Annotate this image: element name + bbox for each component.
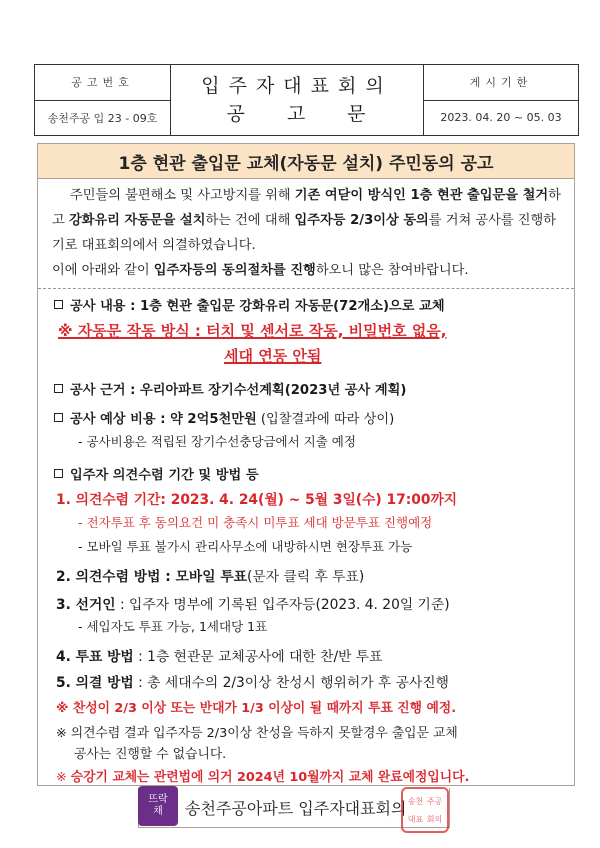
header-title-line2: 공고문 xyxy=(226,103,408,125)
square-bullet-icon xyxy=(54,384,63,393)
auto-door-note-line1: ※ 자동문 작동 방식 : 터치 및 센서로 작동, 비밀번호 없음, xyxy=(58,322,447,340)
footer-org: 송천주공아파트 입주자대표회의 xyxy=(185,799,407,818)
step-5 xyxy=(56,671,449,691)
intro-text-run: 를 거쳐 공사를 진행하기로 대표회의에서 의결하였습니다. xyxy=(52,213,557,253)
intro-text xyxy=(52,183,562,283)
intro-text-run: 이에 아래와 같이 xyxy=(52,263,154,278)
step-3-sub: - 세입자도 투표 가능, 1세대당 1표 xyxy=(78,619,268,634)
cost-sub-note: - 공사비용은 적립된 장기수선충당금에서 지출 예정 xyxy=(78,434,356,449)
header-title-line1: 입주자대표회의 xyxy=(201,75,393,97)
apartment-logo xyxy=(138,786,178,826)
page-title: 1층 현관 출입문 교체(자동문 설치) 주민동의 공고 xyxy=(37,143,575,179)
note-1: ※ 찬성이 2/3 이상 또는 반대가 1/3 이상이 될 때까지 투표 진행 예정. xyxy=(56,701,457,716)
step-4-label: 4. 투표 방법 xyxy=(56,649,134,665)
intro-paragraph-1 xyxy=(52,183,562,258)
auto-door-note-line2: 세대 연동 안됨 xyxy=(224,347,322,365)
period-label: 게시기한 xyxy=(424,65,578,101)
step-1-sub-a: - 전자투표 후 동의요건 미 충족시 미투표 세대 방문투표 진행예정 xyxy=(78,515,433,530)
note-2-line2: 공사는 진행할 수 없습니다. xyxy=(74,747,227,762)
step-2 xyxy=(56,565,364,585)
intro-text-run: 하고 xyxy=(52,188,561,228)
intro-text-run: 하는 건에 대해 xyxy=(205,213,295,228)
square-bullet-icon xyxy=(54,413,63,422)
note-2-line1: ※ 의견수렴 결과 입주자등 2/3이상 찬성을 득하지 못할경우 출입문 교체 xyxy=(56,726,458,741)
seal-text: 송천 xyxy=(407,796,424,806)
header-title xyxy=(171,65,423,135)
intro-bold-run: 입주자등 2/3이상 동의 xyxy=(294,213,429,228)
intro-text-run: 하오니 많은 참여바랍니다. xyxy=(315,263,469,278)
section-divider xyxy=(38,288,574,289)
notice-header xyxy=(34,64,579,136)
opinion-heading xyxy=(54,464,259,483)
step-2-label: 2. 의견수렴 방법 : 모바일 투표 xyxy=(56,569,247,585)
seal-text: 회의 xyxy=(426,814,443,824)
intro-bold-run: 입주자등의 동의절차를 진행 xyxy=(153,263,316,278)
intro-paragraph-2 xyxy=(52,258,562,283)
intro-bold-run: 기존 여닫이 방식인 1층 현관 출입문을 철거 xyxy=(294,188,549,203)
cost-item xyxy=(54,408,394,427)
intro-text-run: 주민들의 불편해소 및 사고방지를 위해 xyxy=(70,188,295,203)
basis-item xyxy=(54,379,406,398)
step-4-text: : 1층 현관문 교체공사에 대한 찬/반 투표 xyxy=(133,649,383,665)
note-3-text: 승강기 교체는 관련법에 의거 2024년 10월까지 교체 완료예정입니다. xyxy=(70,770,470,785)
notice-no: 송천주공 입 23 - 09호 xyxy=(47,111,158,125)
logo-text-top: 뜨락 xyxy=(148,794,168,805)
step-3-label: 3. 선거인 xyxy=(56,597,116,613)
seal-text: 주공 xyxy=(426,796,443,806)
step-4 xyxy=(56,645,382,665)
step-3 xyxy=(56,593,450,613)
step-5-label: 5. 의결 방법 xyxy=(56,675,134,691)
notice-body xyxy=(37,179,575,786)
note-3-mark: ※ xyxy=(56,770,71,785)
work-content-item xyxy=(54,295,445,314)
official-seal-stamp xyxy=(401,787,449,833)
intro-bold-run: 강화유리 자동문을 설치 xyxy=(68,213,206,228)
step-2-text: (문자 클릭 후 투표) xyxy=(246,569,365,585)
period: 2023. 04. 20 ~ 05. 03 xyxy=(440,111,562,125)
notice-no-label: 공고번호 xyxy=(35,65,170,101)
cost-note: (입찰결과에 따라 상이) xyxy=(256,412,395,427)
step-3-text: : 입주자 명부에 기록된 입주자등(2023. 4. 20일 기준) xyxy=(115,597,450,613)
cost-text: 공사 예상 비용 : 약 2억5천만원 xyxy=(70,412,257,427)
work-content-text: 공사 내용 : 1층 현관 출입문 강화유리 자동문(72개소)으로 교체 xyxy=(70,299,445,314)
basis-text: 공사 근거 : 우리아파트 장기수선계획(2023년 공사 계획) xyxy=(70,383,407,398)
step-1-title: 1. 의견수렴 기간: 2023. 4. 24(월) ~ 5월 3일(수) 17:00까지 xyxy=(56,492,458,508)
square-bullet-icon xyxy=(54,300,63,309)
square-bullet-icon xyxy=(54,469,63,478)
note-3 xyxy=(56,766,469,785)
logo-text-bottom: 채 xyxy=(153,806,163,817)
opinion-heading-text: 입주자 의견수렴 기간 및 방법 등 xyxy=(70,468,259,483)
step-5-text: : 총 세대수의 2/3이상 찬성시 행위허가 후 공사진행 xyxy=(133,675,449,691)
header-left xyxy=(35,65,171,135)
header-right xyxy=(423,65,578,135)
seal-text: 대표 xyxy=(407,814,424,824)
step-1-sub-b: - 모바일 투표 불가시 관리사무소에 내방하시면 현장투표 가능 xyxy=(78,539,413,554)
